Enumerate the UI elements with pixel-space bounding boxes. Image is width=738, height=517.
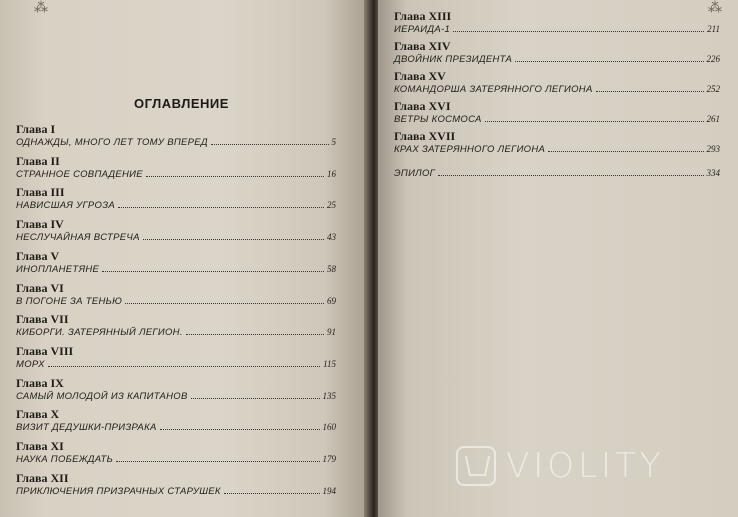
- chapter-line: [394, 53, 720, 67]
- dot-leader: [102, 263, 324, 272]
- chapter-line: [16, 295, 336, 309]
- chapter-page-number: 334: [706, 168, 720, 178]
- dot-leader: [485, 113, 704, 122]
- toc-entry: [16, 122, 336, 150]
- chapter-page-number: 115: [323, 358, 336, 369]
- chapter-line: [394, 83, 720, 97]
- dot-leader: [125, 295, 324, 304]
- chapter-line: [16, 485, 336, 499]
- chapter-label: Глава I: [16, 122, 56, 136]
- page-ornament-icon: ⁂: [34, 0, 48, 16]
- chapter-title: ВЕТРЫ КОСМОСА: [394, 114, 482, 125]
- chapter-label: Глава II: [16, 153, 60, 168]
- chapter-line: [16, 136, 336, 150]
- chapter-page-number: 135: [322, 390, 336, 401]
- dot-leader: [191, 390, 320, 399]
- chapter-line: [16, 358, 336, 372]
- dot-leader: [453, 23, 704, 32]
- dot-leader: [116, 453, 319, 462]
- chapter-label: Глава XI: [16, 439, 64, 453]
- watermark: [456, 446, 665, 486]
- chapter-page-number: 179: [322, 454, 336, 464]
- chapter-title: ИНОПЛАНЕТЯНЕ: [16, 263, 100, 275]
- chapter-title: ОДНАЖДЫ, МНОГО ЛЕТ ТОМУ ВПЕРЕД: [16, 137, 208, 148]
- chapter-title: СТРАННОЕ СОВПАДЕНИЕ: [16, 168, 143, 180]
- toc-entry: [16, 185, 336, 213]
- chapter-title: МОРХ: [16, 358, 45, 370]
- chapter-title: КОМАНДОРША ЗАТЕРЯННОГО ЛЕГИОНА: [394, 84, 593, 95]
- chapter-label: Глава VIII: [16, 343, 74, 358]
- toc-entry: [16, 344, 336, 372]
- chapter-title: В ПОГОНЕ ЗА ТЕНЬЮ: [16, 295, 123, 307]
- toc-entry: [16, 471, 336, 499]
- chapter-page-number: 25: [327, 200, 336, 211]
- toc-entry: [394, 39, 720, 67]
- chapter-line: [16, 168, 336, 182]
- chapter-title: НАВИСШАЯ УГРОЗА: [16, 200, 116, 212]
- chapter-label: Глава X: [16, 407, 60, 422]
- chapter-page-number: 91: [327, 327, 336, 338]
- dot-leader: [548, 143, 703, 152]
- dot-leader: [224, 485, 320, 494]
- chapter-label: Глава VII: [16, 312, 69, 327]
- chapter-line: [16, 390, 336, 404]
- dot-leader: [438, 167, 703, 176]
- chapter-page-number: 16: [327, 168, 336, 179]
- chapter-label: Глава IV: [16, 217, 64, 232]
- chapter-title: ПРИКЛЮЧЕНИЯ ПРИЗРАЧНЫХ СТАРУШЕК: [16, 485, 221, 497]
- toc-entry: [16, 249, 336, 277]
- chapter-line: [16, 326, 336, 340]
- chapter-page-number: 261: [706, 114, 720, 124]
- chapter-line: [394, 113, 720, 127]
- toc-heading: ОГЛАВЛЕНИЕ: [134, 96, 229, 111]
- watermark-text: VIOLITY: [506, 446, 665, 486]
- chapter-line: [16, 231, 336, 245]
- toc-entry: [394, 9, 720, 37]
- toc-entry: [16, 154, 336, 182]
- chapter-line: [16, 453, 336, 467]
- chapter-page-number: 252: [706, 84, 720, 94]
- chapter-line: [16, 263, 336, 277]
- chapter-page-number: 69: [327, 295, 336, 306]
- chapter-label: Глава III: [16, 185, 65, 200]
- chapter-label: Глава XIV: [394, 39, 451, 53]
- chapter-title: ЭПИЛОГ: [394, 168, 436, 179]
- chapter-page-number: 58: [327, 263, 336, 274]
- chapter-label: Глава XIII: [394, 9, 452, 23]
- toc-entry: [16, 281, 336, 309]
- chapter-label: Глава V: [16, 248, 60, 263]
- chapter-page-number: 293: [706, 144, 720, 154]
- dot-leader: [596, 83, 704, 92]
- chapter-title: НЕСЛУЧАЙНАЯ ВСТРЕЧА: [16, 232, 140, 244]
- chapter-title: КИБОРГИ. ЗАТЕРЯННЫЙ ЛЕГИОН.: [16, 327, 183, 339]
- chapter-page-number: 5: [331, 137, 336, 147]
- dot-leader: [211, 136, 329, 145]
- chapter-page-number: 43: [327, 232, 336, 243]
- toc-entry: [16, 217, 336, 245]
- chapter-line: [16, 199, 336, 213]
- chapter-title: НАУКА ПОБЕЖДАТЬ: [16, 454, 114, 465]
- dot-leader: [143, 231, 324, 240]
- chapter-title: КРАХ ЗАТЕРЯННОГО ЛЕГИОНА: [394, 144, 546, 155]
- chapter-line: [394, 143, 720, 157]
- toc-entry: [16, 312, 336, 340]
- chapter-label: Глава XV: [394, 69, 446, 83]
- toc-entry: [394, 129, 720, 157]
- violity-logo-icon: [456, 446, 496, 486]
- chapter-page-number: 160: [322, 422, 336, 433]
- toc-entry: [16, 439, 336, 467]
- left-page: [0, 0, 368, 517]
- dot-leader: [118, 199, 324, 208]
- toc-entry: [394, 69, 720, 97]
- toc-entry: [394, 99, 720, 127]
- chapter-label: Глава IX: [16, 375, 64, 390]
- right-page: [378, 0, 738, 517]
- chapter-label: Глава XVI: [394, 99, 451, 113]
- dot-leader: [160, 421, 320, 430]
- chapter-title: ВИЗИТ ДЕДУШКИ-ПРИЗРАКА: [16, 422, 157, 434]
- chapter-line: [394, 23, 720, 37]
- chapter-page-number: 194: [322, 485, 336, 496]
- chapter-label: Глава VI: [16, 280, 64, 295]
- toc-entry: [394, 159, 720, 187]
- dot-leader: [48, 358, 320, 367]
- chapter-title: ДВОЙНИК ПРЕЗИДЕНТА: [394, 54, 513, 65]
- dot-leader: [146, 168, 324, 177]
- chapter-label: Глава XVII: [394, 129, 456, 143]
- chapter-page-number: 211: [707, 24, 720, 34]
- chapter-line: [394, 167, 720, 181]
- toc-entry: [16, 376, 336, 404]
- page-ornament-icon: ⁂: [708, 0, 722, 16]
- chapter-page-number: 226: [706, 54, 720, 64]
- chapter-label: Глава XII: [16, 470, 69, 485]
- chapter-title: САМЫЙ МОЛОДОЙ ИЗ КАПИТАНОВ: [16, 390, 188, 402]
- chapter-line: [16, 421, 336, 435]
- chapter-title: ИЕРАИДА-1: [394, 24, 451, 35]
- dot-leader: [515, 53, 703, 62]
- toc-entry: [16, 407, 336, 435]
- dot-leader: [186, 326, 324, 335]
